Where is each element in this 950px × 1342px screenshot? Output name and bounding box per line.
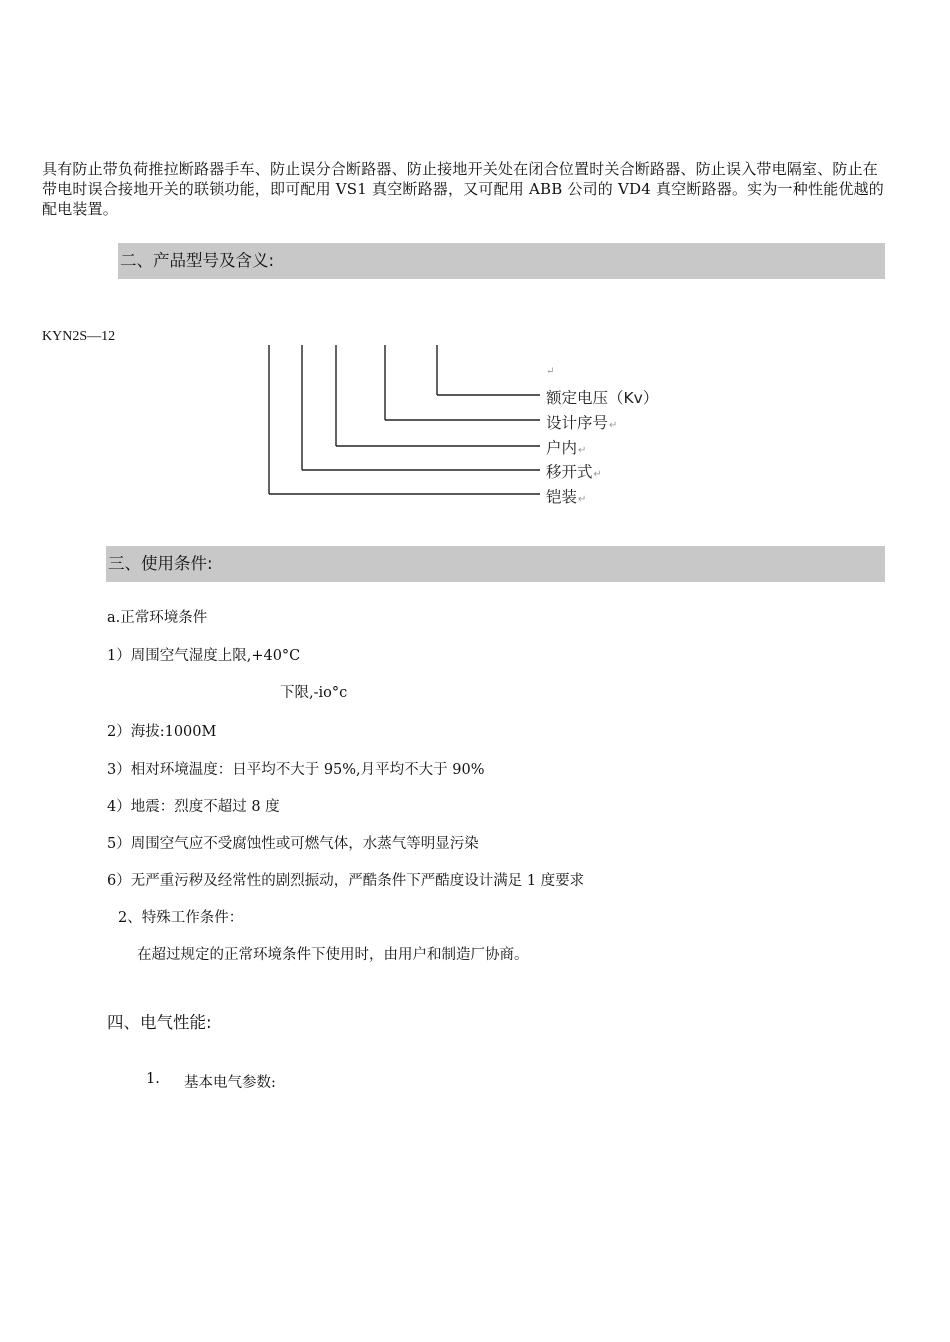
section-heading-model: 二、产品型号及含义: <box>118 243 885 279</box>
section-heading-conditions: 三、使用条件: <box>106 546 885 582</box>
condition-line: a.正常环境条件 <box>107 610 208 626</box>
section-heading-electrical: 四、电气性能: <box>107 1013 212 1032</box>
label-indoor: 户内↵ <box>546 439 587 457</box>
condition-line: 5）周围空气应不受腐蚀性或可燃气体，水蒸气等明显污染 <box>107 836 479 852</box>
condition-line: 2、特殊工作条件： <box>118 910 244 926</box>
condition-line: 3）相对环境温度：日平均不大于 95%,月平均不大于 90% <box>107 762 485 778</box>
return-mark-top: ↵ <box>546 366 555 377</box>
list-number: 1. <box>146 1071 160 1087</box>
list-item-text: 基本电气参数: <box>184 1075 276 1091</box>
condition-line: 4）地震：烈度不超过 8 度 <box>107 799 280 815</box>
label-rated-voltage: 额定电压（Kv） <box>546 389 659 407</box>
model-code: KYN2S—12 <box>42 329 116 344</box>
condition-line: 6）无严重污秽及经常性的剧烈振动，严酷条件下严酷度设计满足 1 度要求 <box>107 873 585 889</box>
intro-paragraph: 具有防止带负荷推拉断路器手车、防止误分合断路器、防止接地开关处在闭合位置时关合断路器、防止误入带电隔室、防止在带电时误合接地开关的联锁功能，即可配用 VS1 真空断路器，又可配用 ABB 公司的 VD4 真空断路器。实为一种性能优越的配电装置。 <box>42 160 884 218</box>
condition-line: 在超过规定的正常环境条件下使用时，由用户和制造厂协商。 <box>137 947 529 963</box>
condition-line: 2）海拔:1000M <box>107 724 217 740</box>
label-withdrawable: 移开式↵ <box>546 463 602 481</box>
condition-line: 下限,-io°c <box>280 685 348 701</box>
model-meaning-diagram <box>255 340 685 515</box>
condition-line: 1）周围空气湿度上限,+40°C <box>107 648 301 664</box>
label-design-serial: 设计序号↵ <box>546 414 618 432</box>
label-armored: 铠装↵ <box>546 488 587 506</box>
